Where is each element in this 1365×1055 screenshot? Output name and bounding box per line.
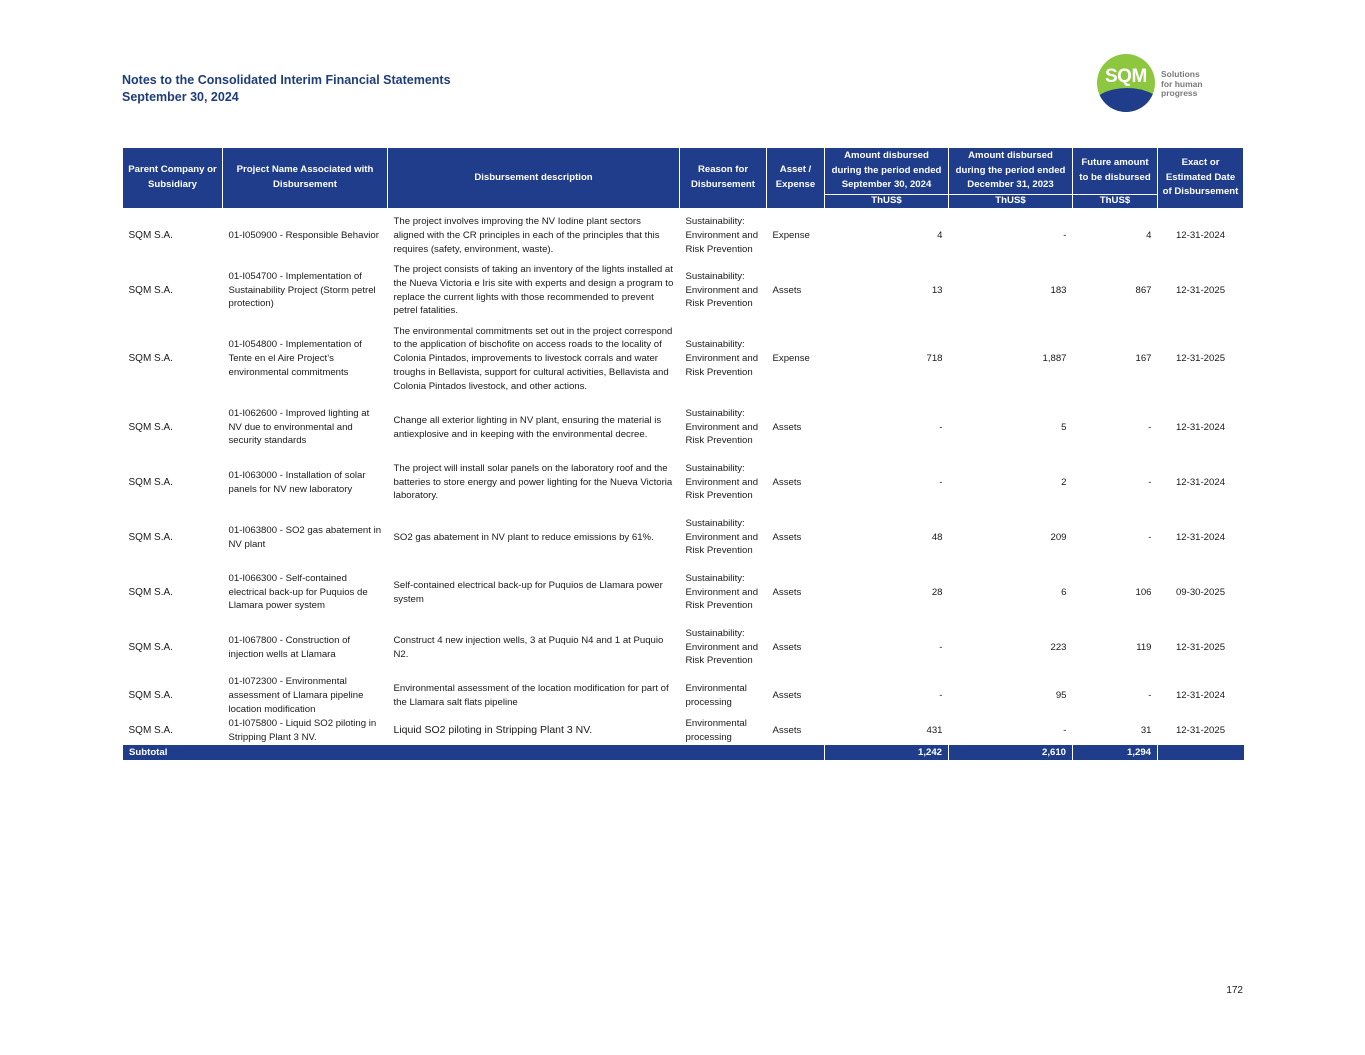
cell-reason: Sustainability: Environment and Risk Prevention [685,216,759,255]
header-future-amount: Future amount to be disbursed [1073,148,1158,195]
cell-parent: SQM S.A. [128,421,173,433]
logo-mark [1097,54,1155,112]
header-amount-2023: Amount disbursed during the period ended December 31, 2023 [949,148,1073,195]
cell-reason: Sustainability: Environment and Risk Prevention [685,627,759,667]
cell-future-amount: - [1148,476,1152,488]
cell-project: 01-I050900 - Responsible Behavior [228,229,379,241]
table-row [123,565,1244,620]
cell-project: 01-I054700 - Implementation of Sustainability Project (Storm petrel protection) [228,270,376,310]
logo-text: SQM [1105,66,1147,87]
cell-project: 01-I063800 - SO2 gas abatement in NV plant [228,524,382,550]
cell-amount-2024: 28 [931,586,943,598]
header-project: Project Name Associated with Disbursement [223,148,388,209]
cell-amount-2024: 4 [937,229,943,241]
cell-description: The environmental commitments set out in the project correspond to the application of bischofite on access roads to the locality of Colonia Pintados, improvements to livestock corrals and water troughs in Bellavista, support for cultural activities, Bellavista and Colonia Pintados livestock, and other actions. [393,325,673,392]
table-row [123,318,1244,400]
cell-description: Self-contained electrical back-up for Puquios de Llamara power system [393,579,663,605]
cell-date: 09-30-2025 [1175,586,1226,598]
cell-amount-2024: 718 [926,353,943,365]
cell-amount-2023: 95 [1055,690,1067,702]
cell-parent: SQM S.A. [128,690,173,702]
logo-tagline [1161,70,1221,99]
cell-date: 12-31-2025 [1175,725,1226,737]
cell-asset-expense: Assets [772,476,802,488]
unit-label: ThUS$ [949,194,1073,208]
tagline-line: for human [1161,78,1203,89]
cell-reason: Environmental processing [685,683,747,708]
cell-description: Change all exterior lighting in NV plant, ensuring the material is antiexplosive and in keeping with the environmental decree. [393,414,662,440]
cell-description: Construct 4 new injection wells, 3 at Puquio N4 and 1 at Puquio N2. [393,634,664,660]
cell-parent: SQM S.A. [128,586,173,598]
cell-future-amount: 167 [1135,353,1152,365]
cell-project: 01-I072300 - Environmental assessment of Llamara pipeline location modification [228,676,364,715]
cell-date: 12-31-2024 [1175,229,1226,241]
subtotal-date-empty [1158,745,1244,760]
cell-future-amount: 4 [1146,229,1152,241]
table-row [123,263,1244,318]
cell-asset-expense: Assets [772,641,802,653]
cell-date: 12-31-2024 [1175,531,1226,543]
cell-amount-2023: 183 [1050,284,1067,296]
subtotal-amount-2024: 1,242 [825,745,949,760]
cell-future-amount: - [1148,421,1152,433]
cell-asset-expense: Assets [772,284,802,296]
cell-reason: Sustainability: Environment and Risk Prevention [685,517,759,557]
sqm-logo [1097,54,1217,114]
cell-asset-expense: Assets [772,690,802,702]
subtotal-future: 1,294 [1073,745,1158,760]
cell-asset-expense: Expense [772,353,810,365]
cell-description: Environmental assessment of the location modification for part of the Llamara salt flats pipeline [393,683,669,708]
header-row [123,148,1244,195]
cell-parent: SQM S.A. [128,531,173,543]
subtotal-amount-2023: 2,610 [949,745,1073,760]
document-date: September 30, 2024 [122,90,239,104]
cell-description: The project involves improving the NV Iodine plant sectors aligned with the CR principles in each of the principles that this requires (safety, environment, waste). [393,216,660,255]
cell-future-amount: - [1148,690,1152,702]
cell-reason: Sustainability: Environment and Risk Prevention [685,462,759,502]
cell-amount-2023: - [1063,725,1067,737]
cell-amount-2023: - [1063,229,1067,241]
table-row [123,455,1244,510]
cell-reason: Sustainability: Environment and Risk Prevention [685,407,759,447]
header-amount-2024: Amount disbursed during the period ended September 30, 2024 [825,148,949,195]
cell-project: 01-I062600 - Improved lighting at NV due to environmental and security standards [228,407,370,447]
cell-asset-expense: Assets [772,421,802,433]
document-title: Notes to the Consolidated Interim Financial Statements [122,73,451,87]
cell-reason: Sustainability: Environment and Risk Prevention [685,339,759,378]
cell-date: 12-31-2025 [1175,284,1226,296]
tagline-line: progress [1161,88,1198,98]
cell-date: 12-31-2025 [1175,641,1226,653]
page-number: 172 [1226,985,1243,996]
cell-description: SO2 gas abatement in NV plant to reduce emissions by 61%. [393,531,654,543]
header-asset-expense: Asset / Expense [767,148,825,209]
document-header [122,72,451,106]
header-parent: Parent Company or Subsidiary [123,148,223,209]
table-body [123,208,1244,745]
header-description: Disbursement description [388,148,680,209]
cell-description: The project consists of taking an inventory of the lights installed at the Nueva Victoria e Iris site with experts and design a program to replace the current lights with those recommended to prevent petrel fatalities. [393,264,674,317]
cell-amount-2023: 5 [1061,421,1067,433]
cell-future-amount: 119 [1136,641,1152,653]
cell-future-amount: 867 [1135,284,1152,296]
cell-amount-2023: 1,887 [1042,353,1067,365]
cell-parent: SQM S.A. [128,476,173,488]
cell-amount-2024: 13 [931,284,943,296]
header-reason: Reason for Disbursement [680,148,767,209]
cell-project: 01-I075800 - Liquid SO2 piloting in Stripping Plant 3 NV. [228,718,377,743]
table-row [123,208,1244,263]
cell-description: Liquid SO2 piloting in Stripping Plant 3 NV. [393,724,593,737]
cell-project: 01-I067800 - Construction of injection wells at Llamara [228,634,351,660]
logo-wave [1097,88,1155,112]
subtotal-row [123,745,1244,760]
table-row [123,510,1244,565]
subtotal-label: Subtotal [123,745,825,760]
cell-date: 12-31-2025 [1175,353,1226,365]
cell-asset-expense: Assets [772,586,802,598]
table-row [123,620,1244,675]
cell-project: 01-I054800 - Implementation of Tente en el Aire Project’s environmental commitments [228,339,362,378]
cell-description: The project will install solar panels on the laboratory roof and the batteries to store energy and power lighting for the Nueva Victoria laboratory. [393,462,673,502]
cell-asset-expense: Assets [772,725,802,737]
cell-amount-2023: 6 [1061,586,1067,598]
cell-amount-2024: - [939,641,943,653]
cell-future-amount: 31 [1140,725,1152,737]
cell-date: 12-31-2024 [1175,476,1226,488]
cell-future-amount: 106 [1135,586,1152,598]
cell-future-amount: - [1148,531,1152,543]
cell-parent: SQM S.A. [128,284,173,296]
cell-project: 01-I063000 - Installation of solar panels for NV new laboratory [228,469,366,495]
disbursement-table [122,147,1244,760]
cell-date: 12-31-2024 [1175,421,1226,433]
cell-amount-2024: - [939,690,943,702]
cell-amount-2023: 209 [1050,531,1067,543]
table-row [123,400,1244,455]
cell-project: 01-I066300 - Self-contained electrical back-up for Puquios de Llamara power system [228,572,368,612]
table-row [123,717,1244,745]
cell-amount-2024: 431 [926,725,943,737]
table-row [123,675,1244,717]
cell-date: 12-31-2024 [1175,690,1226,702]
cell-parent: SQM S.A. [128,229,173,241]
cell-asset-expense: Expense [772,229,810,241]
header-date: Exact or Estimated Date of Disbursement [1158,148,1244,209]
cell-amount-2024: 48 [931,531,943,543]
unit-label: ThUS$ [1073,194,1158,208]
cell-reason: Sustainability: Environment and Risk Prevention [685,270,759,310]
cell-amount-2023: 2 [1061,476,1067,488]
cell-reason: Environmental processing [685,718,747,743]
unit-label: ThUS$ [825,194,949,208]
cell-amount-2023: 223 [1050,641,1067,653]
cell-amount-2024: - [939,476,943,488]
cell-parent: SQM S.A. [128,725,173,737]
cell-parent: SQM S.A. [128,641,173,653]
tagline-line: Solutions [1161,69,1200,79]
cell-amount-2024: - [939,421,943,433]
cell-asset-expense: Assets [772,531,802,543]
cell-parent: SQM S.A. [128,353,173,365]
cell-reason: Sustainability: Environment and Risk Prevention [685,572,759,612]
